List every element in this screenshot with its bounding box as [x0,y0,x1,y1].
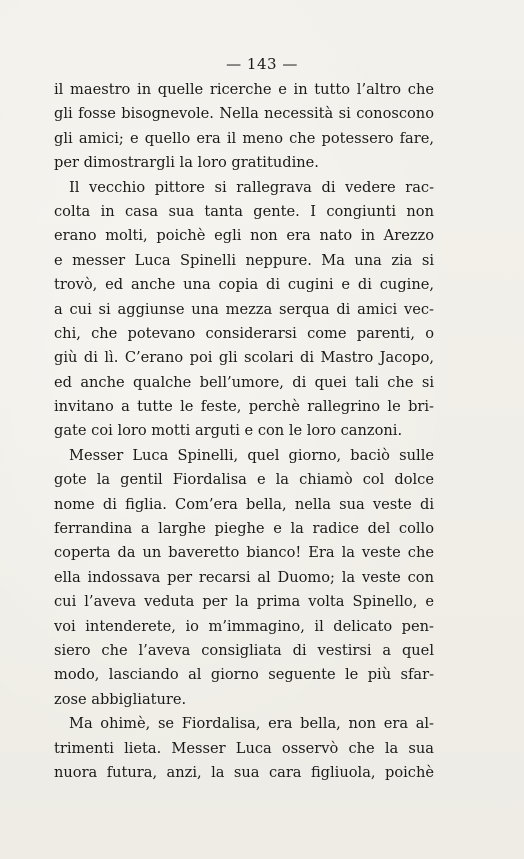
text-line: a cui si aggiunse una mezza serqua di amici vec- [54,300,434,318]
text-line: il maestro in quelle ricerche e in tutto l’altro che [54,81,434,98]
text-line: zose abbigliature. [54,690,187,708]
text-line: modo, lasciando al giorno seguente le più sfar- [54,666,434,684]
text-line: chi, che potevano considerarsi come parenti, o [54,324,434,342]
page-number: — 143 — [226,55,298,73]
text-line: e messer Luca Spinelli neppure. Ma una zia si [54,251,434,269]
text-line: Messer Luca Spinelli, quel giorno, baciò sulle [69,446,434,464]
text-line: nuora futura, anzi, la sua cara figliuola, poichè [54,763,434,781]
text-line: nome di figlia. Com’era bella, nella sua veste di [54,495,434,513]
paragraph [54,444,434,712]
text-line: erano molti, poichè egli non era nato in Arezzo [54,227,434,245]
text-line: voi intenderete, io m’immagino, il delicato pen- [54,617,434,635]
text-line: per dimostrargli la loro gratitudine. [54,154,319,172]
text-line: gli fosse bisognevole. Nella necessità si conoscono [54,105,434,123]
text-line: trimenti lieta. Messer Luca osservò che la sua [54,739,434,757]
text-line: invitano a tutte le feste, perchè rallegrino le bri- [54,398,434,416]
text-line: coperta da un baveretto bianco! Era la veste che [54,544,434,562]
text-line: ferrandina a larghe pieghe e la radice del collo [54,520,434,538]
text-line: cui l’aveva veduta per la prima volta Spinello, e [54,593,434,611]
text-line: Ma ohimè, se Fiordalisa, era bella, non era al- [69,715,434,733]
text-line: trovò, ed anche una copia di cugini e di cugine, [54,276,434,294]
text-line: gate coi loro motti arguti e con le loro canzoni. [54,422,403,440]
text-line: ella indossava per recarsi al Duomo; la veste con [54,568,434,586]
paragraph [54,712,434,785]
paragraph [54,176,434,444]
text-line: ed anche qualche bell’umore, di quei tali che si [54,373,434,391]
text-line: gote la gentil Fiordalisa e la chiamò col dolce [54,471,434,489]
text-line: colta in casa sua tanta gente. I congiunti non [54,202,434,220]
text-line: giù di lì. C’erano poi gli scolari di Mastro Jacopo, [54,349,434,367]
text-line: siero che l’aveva consigliata di vestirsi a quel [54,641,434,659]
paragraph [54,78,434,176]
text-line: gli amici; e quello era il meno che potessero fare, [54,129,434,147]
body-text [54,78,434,785]
text-line: Il vecchio pittore si rallegrava di vedere rac- [69,178,434,196]
